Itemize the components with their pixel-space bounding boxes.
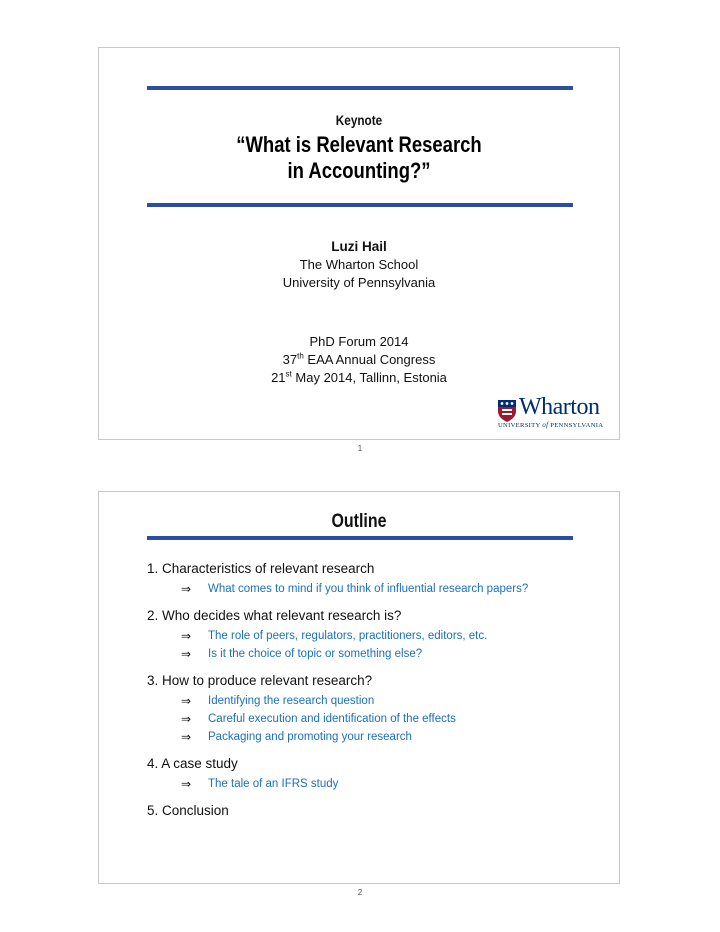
page-number-1: 1 <box>357 444 363 453</box>
outline-item-1 <box>147 560 587 598</box>
title-line-1: “What is Relevant Research <box>236 132 482 157</box>
outline-title: Outline <box>331 511 387 532</box>
bottom-rule <box>147 203 573 207</box>
outline-sub-item-text: Is it the choice of topic or something else? <box>208 648 423 660</box>
outline-item-label: 2. Who decides what relevant research is? <box>147 608 402 623</box>
outline-item-label: 4. A case study <box>147 756 238 771</box>
outline-sub-item-text: The tale of an IFRS study <box>208 778 339 790</box>
implies-arrow-icon: ⇒ <box>181 582 192 596</box>
outline-sub-item <box>147 627 587 645</box>
outline-sub-item <box>147 645 587 663</box>
top-rule <box>147 86 573 90</box>
outline-sub-item-text: Identifying the research question <box>208 695 375 707</box>
logo-wordmark: Wharton <box>519 394 600 420</box>
outline-item-4 <box>147 755 587 793</box>
outline-sub-item-text: Careful execution and identification of the effects <box>208 713 456 725</box>
keynote-label: Keynote <box>335 112 383 128</box>
event-date-location: 21st May 2014, Tallinn, Estonia <box>271 369 447 385</box>
outline-item-5 <box>147 802 587 820</box>
author-name: Luzi Hail <box>331 239 387 254</box>
event-forum: PhD Forum 2014 <box>309 334 409 349</box>
outline-sub-item <box>147 692 587 710</box>
logo-subtitle: UNIVERSITY of PENNSYLVANIA <box>498 421 604 429</box>
implies-arrow-icon: ⇒ <box>181 629 192 643</box>
event-congress: 37th EAA Annual Congress <box>282 351 436 367</box>
outline-sub-item-text: What comes to mind if you think of influential research papers? <box>208 583 529 595</box>
outline-sub-item <box>147 710 587 728</box>
affiliation-university: University of Pennsylvania <box>282 275 436 290</box>
outline-sub-item <box>147 775 587 793</box>
outline-sub-item-text: Packaging and promoting your research <box>208 731 412 743</box>
outline-item-3 <box>147 672 587 746</box>
outline-sub-item <box>147 728 587 746</box>
slide-2 <box>98 491 620 884</box>
outline-sub-item <box>147 580 587 598</box>
outline-item-label: 1. Characteristics of relevant research <box>147 561 375 576</box>
implies-arrow-icon: ⇒ <box>181 647 192 661</box>
implies-arrow-icon: ⇒ <box>181 712 192 726</box>
affiliation-school: The Wharton School <box>299 257 419 272</box>
outline-item-label: 3. How to produce relevant research? <box>147 673 373 688</box>
title-line-2: in Accounting?” <box>287 158 431 183</box>
outline-rule <box>147 536 573 540</box>
outline-item-label: 5. Conclusion <box>147 803 229 818</box>
slide-1 <box>98 47 620 440</box>
implies-arrow-icon: ⇒ <box>181 694 192 708</box>
outline-item-2 <box>147 607 587 663</box>
outline-sub-item-text: The role of peers, regulators, practitioners, editors, etc. <box>208 630 488 642</box>
penn-shield-icon <box>497 399 517 423</box>
page-number-2: 2 <box>357 888 363 897</box>
implies-arrow-icon: ⇒ <box>181 777 192 791</box>
outline-list <box>147 560 587 829</box>
implies-arrow-icon: ⇒ <box>181 730 192 744</box>
wharton-logo <box>497 394 609 429</box>
